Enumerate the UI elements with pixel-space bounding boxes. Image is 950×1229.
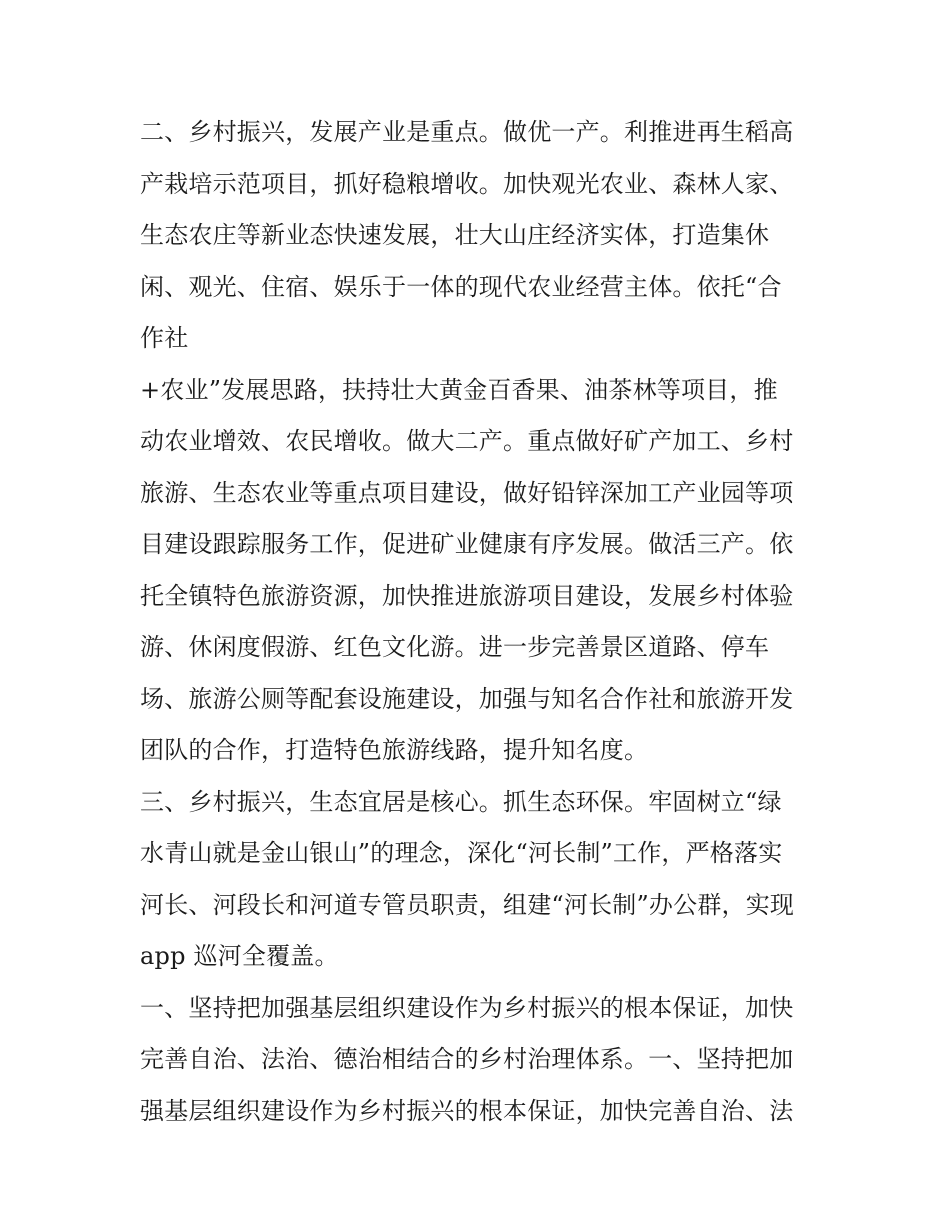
text-line: 场、旅游公厕等配套设施建设，加强与知名合作社和旅游开发 [140,684,794,713]
text-line: 闲、观光、住宿、娱乐于一体的现代农业经营主体。依托“合 [140,272,782,301]
text-line: 托全镇特色旅游资源，加快推进旅游项目建设，发展乡村体验 [140,581,794,610]
text-line: 水青山就是金山银山”的理念，深化“河长制”工作，严格落实 [140,839,783,867]
text-line: 游、休闲度假游、红色文化游。进一步完善景区道路、停车 [140,633,770,661]
text-line: 作社 [140,324,189,352]
text-line: 二、乡村振兴，发展产业是重点。做优一产。利推进再生稻高 [140,118,794,146]
text-line: 旅游、生态农业等重点项目建设，做好铅锌深加工产业园等项 [140,478,794,507]
text-line: +农业”发展思路，扶持壮大黄金百香果、油茶林等项目，推 [140,375,778,404]
text-line: 目建设跟踪服务工作，促进矿业健康有序发展。做活三产。依 [140,530,794,558]
text-line: 三、乡村振兴，生态宜居是核心。抓生态环保。牢固树立“绿 [140,787,782,816]
text-line: 动农业增效、农民增收。做大二产。重点做好矿产加工、乡村 [140,427,794,455]
text-line: 团队的合作，打造特色旅游线路，提升知名度。 [140,736,649,764]
text-line: 完善自治、法治、德治相结合的乡村治理体系。一、坚持把加 [140,1045,794,1073]
text-line: 产栽培示范项目，抓好稳粮增收。加快观光农业、森林人家、 [140,169,794,198]
text-line: 强基层组织建设作为乡村振兴的根本保证，加快完善自治、法 [140,1096,794,1125]
text-line: 河长、河段长和河道专管员职责，组建“河长制”办公群，实现 [140,890,795,919]
text-line: 一、坚持把加强基层组织建设作为乡村振兴的根本保证，加快 [140,993,794,1022]
body-text [140,107,820,1137]
text-line: app 巡河全覆盖。 [140,942,339,970]
text-line: 生态农庄等新业态快速发展，壮大山庄经济实体，打造集休 [140,221,770,249]
